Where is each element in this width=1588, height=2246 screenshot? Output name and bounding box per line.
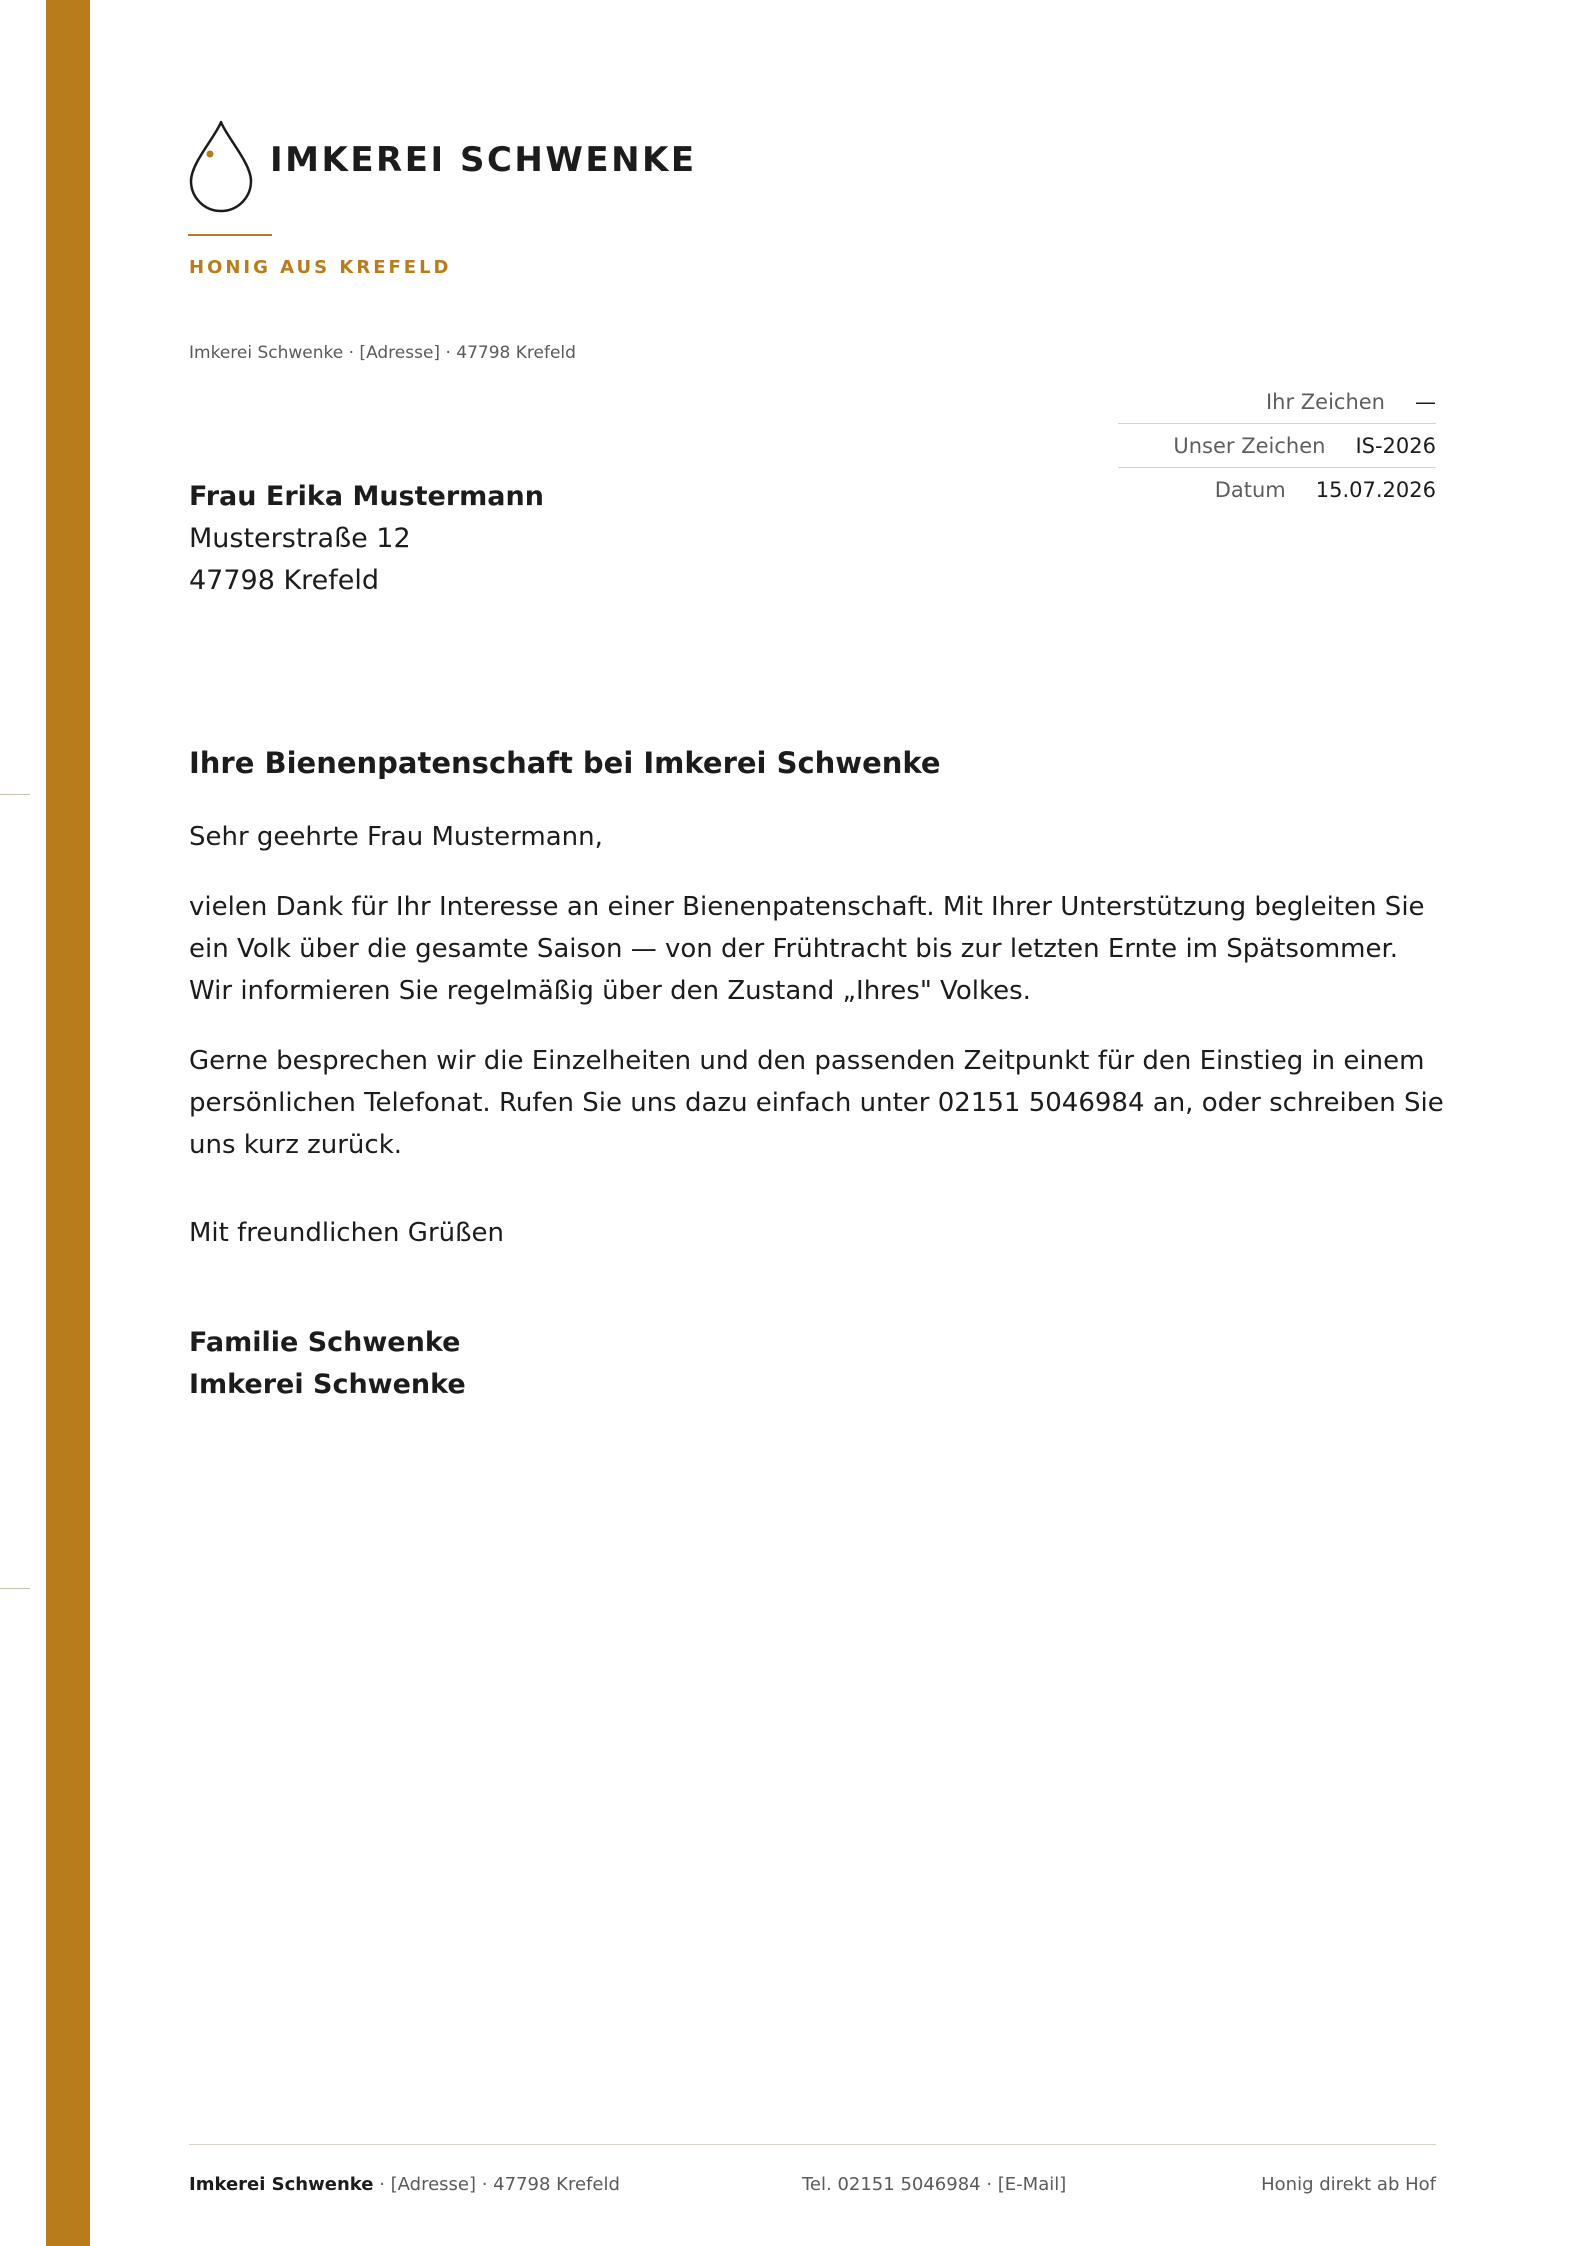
footer-address xyxy=(189,2174,620,2195)
recipient-name: Frau Erika Mustermann xyxy=(189,481,544,512)
reference-label: Datum xyxy=(1214,477,1286,502)
reference-label: Unser Zeichen xyxy=(1173,433,1326,458)
reference-label: Ihr Zeichen xyxy=(1265,389,1385,414)
letter-salutation: Sehr geehrte Frau Mustermann, xyxy=(189,822,603,852)
recipient-city: 47798 Krefeld xyxy=(189,565,380,596)
sender-return-address: Imkerei Schwenke · [Adresse] · 47798 Krefeld xyxy=(189,343,576,363)
brand-divider xyxy=(188,234,272,236)
brand-tagline: HONIG AUS KREFELD xyxy=(189,257,452,278)
footer-company-name: Imkerei Schwenke xyxy=(189,2174,374,2195)
reference-row xyxy=(1118,424,1436,468)
signature-line: Imkerei Schwenke xyxy=(189,1369,466,1400)
recipient-address xyxy=(189,476,544,602)
fold-mark-lower xyxy=(0,1588,30,1589)
footer-slogan: Honig direkt ab Hof xyxy=(1261,2174,1436,2195)
reference-value: — xyxy=(1415,389,1436,414)
reference-row xyxy=(1118,468,1436,511)
recipient-street: Musterstraße 12 xyxy=(189,523,411,554)
reference-value: IS-2026 xyxy=(1355,433,1436,458)
footer-divider xyxy=(189,2144,1436,2145)
accent-stripe xyxy=(46,0,90,2246)
signature-block xyxy=(189,1322,466,1406)
letter-closing: Mit freundlichen Grüßen xyxy=(189,1218,504,1248)
reference-value: 15.07.2026 xyxy=(1315,477,1436,502)
letter-subject: Ihre Bienenpatenschaft bei Imkerei Schwenke xyxy=(189,746,941,780)
honey-drop-icon xyxy=(188,118,254,214)
footer-address-text: · [Adresse] · 47798 Krefeld xyxy=(373,2174,620,2195)
signature-line: Familie Schwenke xyxy=(189,1327,461,1358)
footer-contact: Tel. 02151 5046984 · [E-Mail] xyxy=(802,2174,1067,2195)
brand-name: IMKEREI SCHWENKE xyxy=(270,140,697,180)
fold-mark-upper xyxy=(0,794,30,795)
letter-paragraph: vielen Dank für Ihr Interesse an einer Bienenpatenschaft. Mit Ihrer Unterstützung begleiten Sie ein Volk über die gesamte Saison — von der Frühtracht bis zur letzten Ernte im Spätsommer. Wir informieren Sie regelmäßig über den Zustand „Ihres" Volkes. xyxy=(189,892,1425,1006)
letter-paragraph: Gerne besprechen wir die Einzelheiten und den passenden Zeitpunkt für den Einstieg in einem persönlichen Telefonat. Rufen Sie uns dazu einfach unter 02151 5046984 an, oder schreiben Sie uns kurz zurück. xyxy=(189,1046,1444,1160)
reference-row xyxy=(1118,380,1436,424)
reference-block xyxy=(1118,380,1436,511)
